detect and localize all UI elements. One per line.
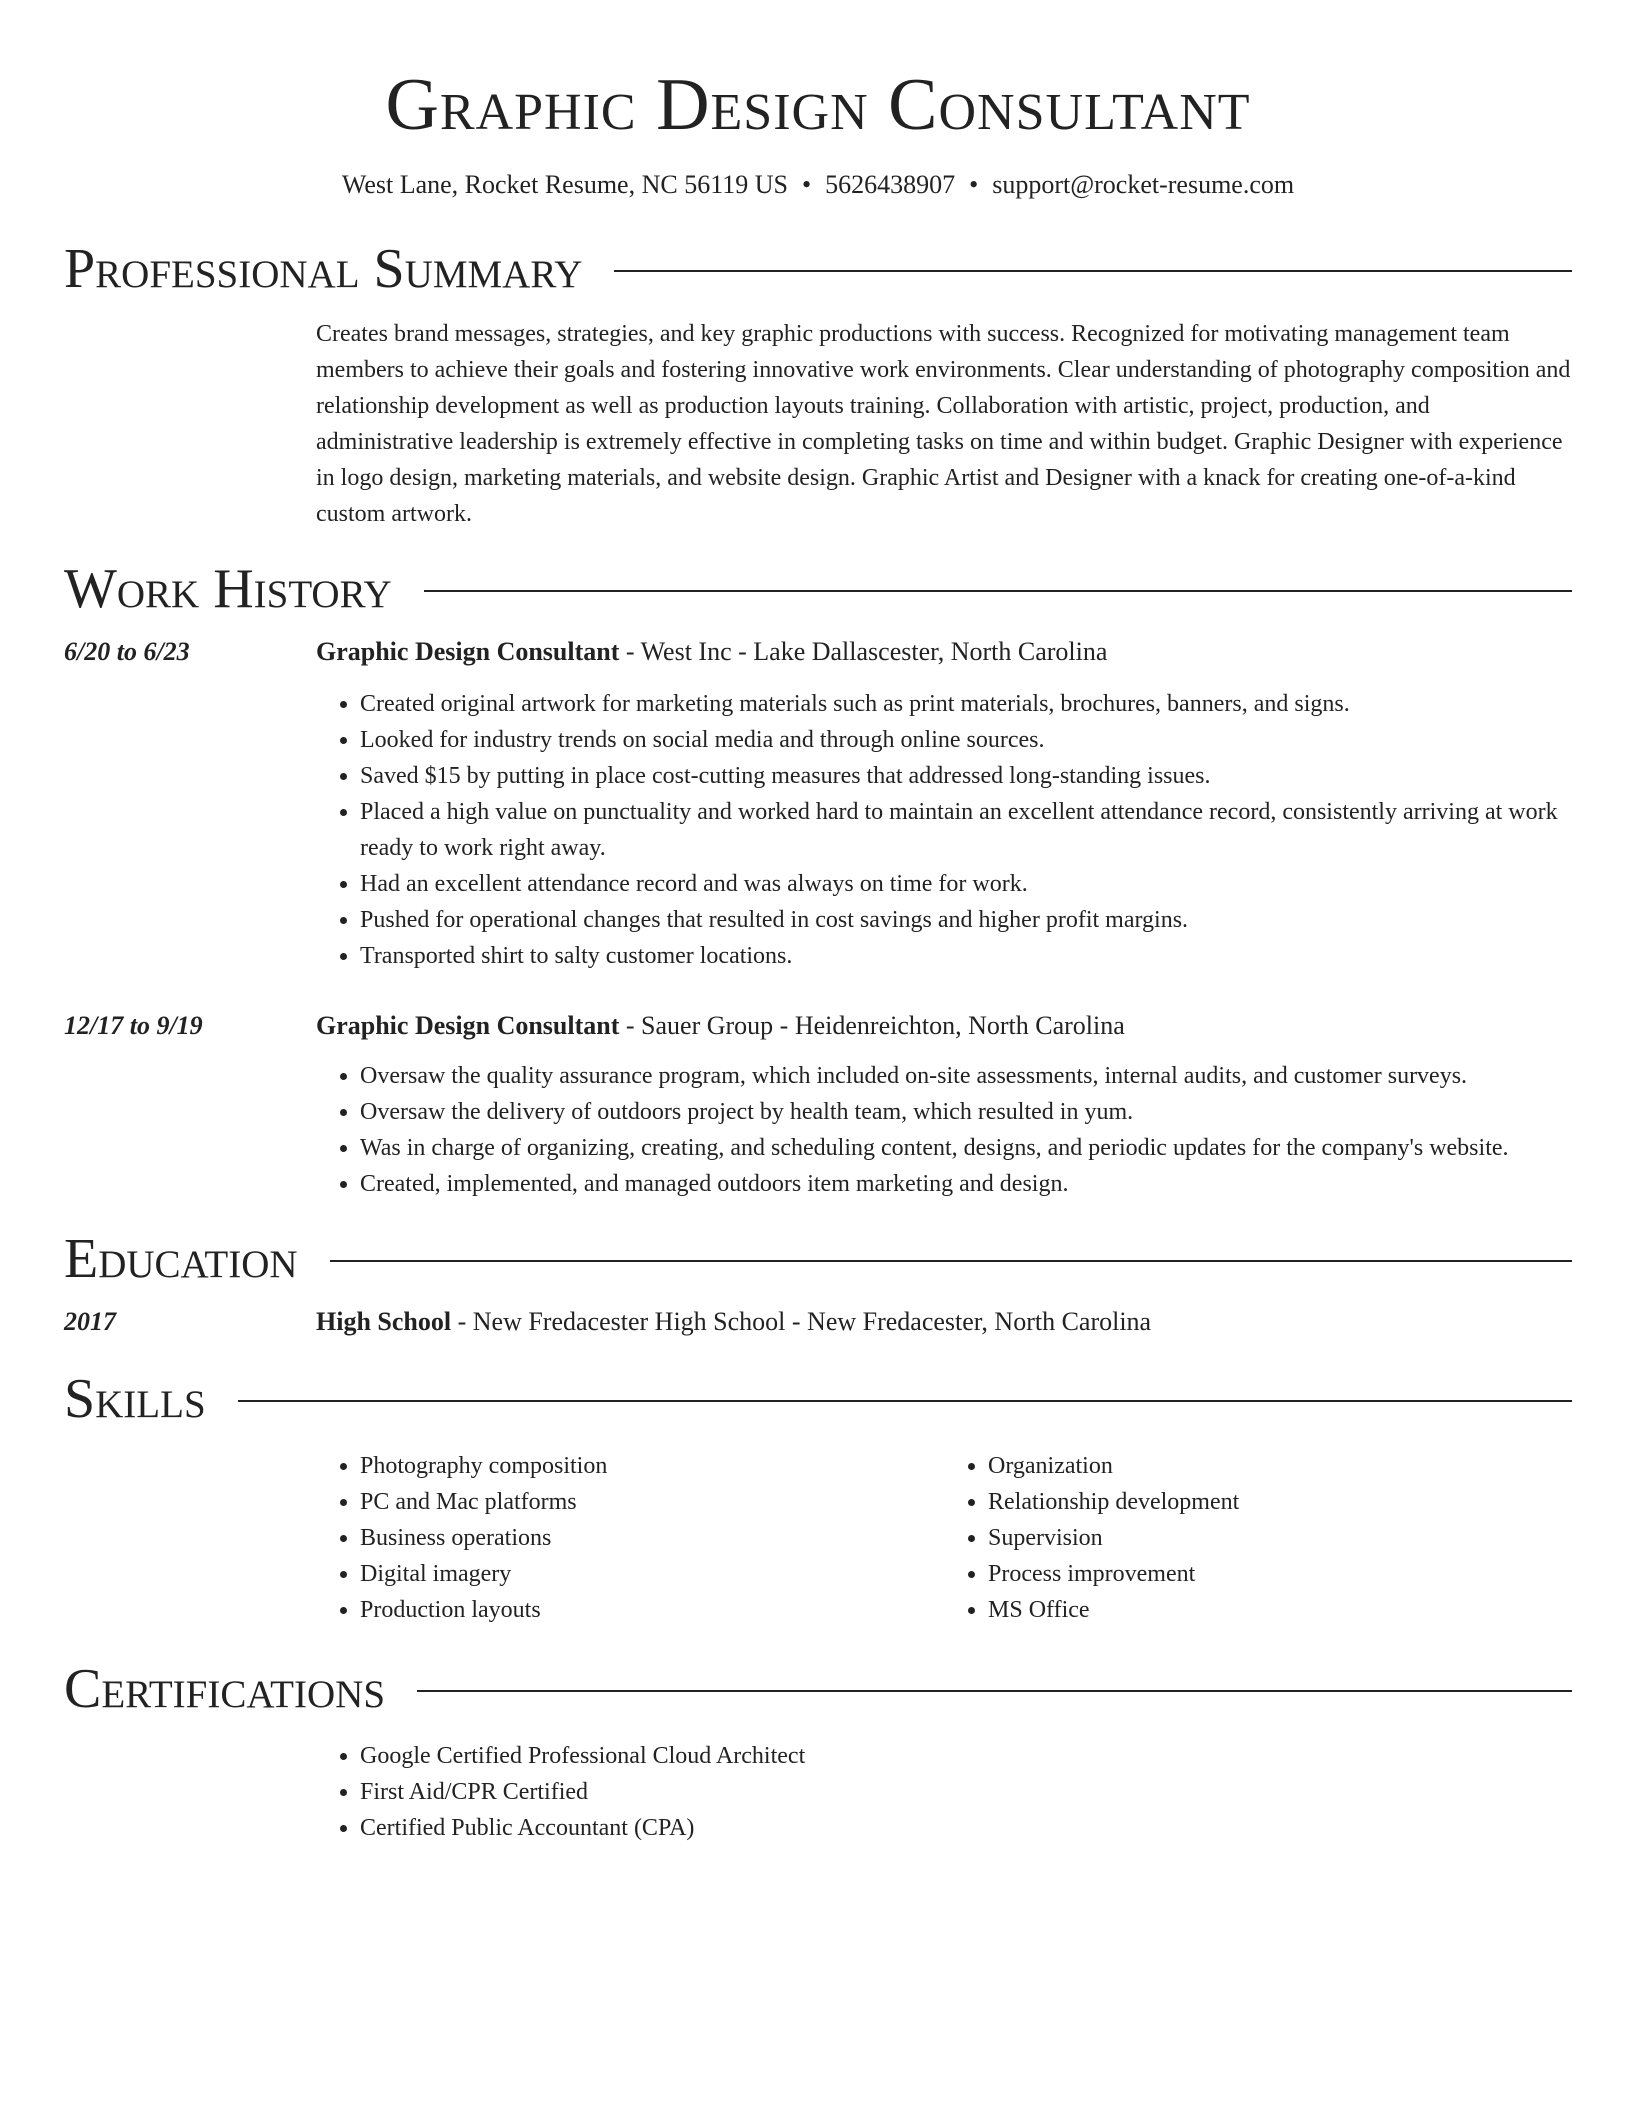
certifications-section-header [64,1656,1572,1722]
list-item: • Placed a high value on punctuality and worked hard to maintain an excellent attendance record, consistently arriving at work ready to work right away. [360,794,1572,866]
job-dates: 6/20 to 6/23 [64,637,190,666]
skills-column-right [944,1448,1572,1628]
education-year: 2017 [64,1307,116,1336]
job-bullets [316,686,1572,974]
education-heading: Education [64,1228,298,1290]
certification-item: • First Aid/CPR Certified [360,1774,1572,1810]
skill-item: • Business operations [360,1520,944,1556]
work-heading: Work History [64,558,392,620]
contact-separator: • [969,170,979,199]
certifications-list [316,1738,1572,1846]
list-item: • Oversaw the delivery of outdoors project by health team, which resulted in yum. [360,1094,1572,1130]
job-bullets [316,1058,1572,1202]
job-title-line [316,634,1107,670]
resume-name: Graphic Design Consultant [385,64,1251,146]
job-details: - Sauer Group - Heidenreichton, North Carolina [619,1011,1125,1040]
summary-text: Creates brand messages, strategies, and key graphic productions with success. Recognized for motivating management team members to achieve their goals and fostering innovative work environments. Clear understanding of photography composition and relationship development as well as production layouts training. Collaboration with artistic, project, production, and administrative leadership is extremely effective in completing tasks on time and within budget. Graphic Designer with experience in logo design, marketing materials, and website design. Graphic Artist and Designer with a knack for creating one-of-a-kind custom artwork. [316,321,1571,527]
skill-item: • PC and Mac platforms [360,1484,944,1520]
list-item: • Had an excellent attendance record and was always on time for work. [360,866,1572,902]
skill-item: • MS Office [988,1592,1572,1628]
job-entry [64,1008,1572,1202]
job-header [64,1008,1572,1044]
skill-item: • Process improvement [988,1556,1572,1592]
skills-column-left [316,1448,944,1628]
section-divider [330,1260,1572,1262]
skill-item: • Production layouts [360,1592,944,1628]
section-divider [614,270,1572,272]
list-item: • Saved $15 by putting in place cost-cutting measures that addressed long-standing issues. [360,758,1572,794]
certifications-heading: Certifications [64,1658,386,1720]
skill-item: • Supervision [988,1520,1572,1556]
work-section-header [64,556,1572,622]
section-divider [424,590,1572,592]
education-section-header [64,1226,1572,1292]
skills-heading: Skills [64,1368,206,1430]
job-entry [64,634,1572,974]
summary-body [316,316,1572,532]
section-divider [417,1690,1572,1692]
certification-item: • Certified Public Accountant (CPA) [360,1810,1572,1846]
job-dates: 12/17 to 9/19 [64,1011,203,1040]
list-item: • Created original artwork for marketing materials such as print materials, brochures, banners, and signs. [360,686,1572,722]
list-item: • Oversaw the quality assurance program, which included on-site assessments, internal audits, and customer surveys. [360,1058,1572,1094]
job-header [64,634,1572,670]
skills-list [316,1448,1572,1628]
skill-item: • Digital imagery [360,1556,944,1592]
job-details: - West Inc - Lake Dallascester, North Carolina [619,637,1108,666]
skills-section-header [64,1366,1572,1432]
job-title: Graphic Design Consultant [316,637,620,666]
summary-section-header [64,236,1572,302]
list-item: • Created, implemented, and managed outdoors item marketing and design. [360,1166,1572,1202]
list-item: • Pushed for operational changes that resulted in cost savings and higher profit margins. [360,902,1572,938]
certification-item: • Google Certified Professional Cloud Architect [360,1738,1572,1774]
education-entry [64,1304,1572,1340]
contact-email: support@rocket-resume.com [992,170,1295,199]
skill-item: • Relationship development [988,1484,1572,1520]
list-item: • Transported shirt to salty customer locations. [360,938,1572,974]
skill-item: • Organization [988,1448,1572,1484]
education-degree: High School [316,1307,452,1336]
contact-address: West Lane, Rocket Resume, NC 56119 US [341,170,788,199]
summary-heading: Professional Summary [64,238,583,300]
contact-line [64,168,1572,202]
contact-separator: • [801,170,812,199]
job-title: Graphic Design Consultant [316,1011,620,1040]
skill-item: • Photography composition [360,1448,944,1484]
education-details: - New Fredacester High School - New Fredacester, North Carolina [451,1307,1152,1336]
section-divider [238,1400,1572,1402]
resume-page [64,0,1572,1846]
job-title-line [316,1008,1125,1044]
contact-phone: 5626438907 [825,170,956,199]
education-line [316,1304,1151,1340]
list-item: • Was in charge of organizing, creating, and scheduling content, designs, and periodic updates for the company's website. [360,1130,1572,1166]
list-item: • Looked for industry trends on social media and through online sources. [360,722,1572,758]
